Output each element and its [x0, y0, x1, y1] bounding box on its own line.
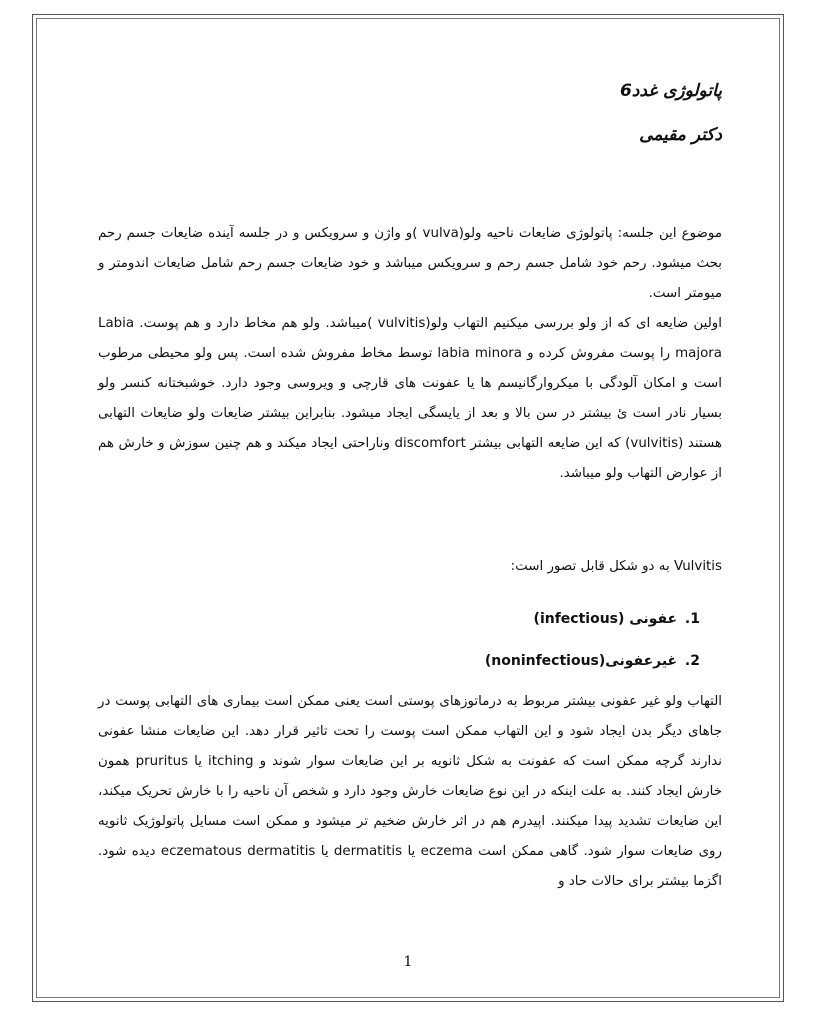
document-author: دکتر مقیمی [639, 125, 722, 145]
list-item-infectious: 1. عفونی (infectious) [533, 611, 700, 627]
document-title: پاتولوژی غدد6 [619, 81, 722, 101]
paragraph-noninfectious: التهاب ولو غیر عفونی بیشتر مربوط به درماتوزهای پوستی است یعنی ممکن است بیماری های التهابی پوست در جاهای دیگر بدن ایجاد شود و این التهاب ممکن است پوست را تحت تاثیر قرار دهد. این ضایعات منشا عفونی ندارند گرچه ممکن است که عفونت به شکل ثانویه بر این ضایعات سوار شوند و itching یا pruritus همون خارش ایجاد کنند. به علت اینکه در این نوع ضایعات خارش وجود دارد و شخص آن ناحیه را با خارش تحریک میکند، این ضایعات تشدید پیدا میکنند. اپیدرم هم در اثر خارش ضخیم تر میشود و ممکن است مسایل پاتولوژیک ثانویه روی ضایعات سوار شود. گاهی ممکن است eczema یا dermatitis یا eczematous dermatitis دیده شود. اگزما بیشتر برای حالات حاد و [98, 694, 722, 889]
list-item-noninfectious: 2. غیرعفونی(noninfectious) [484, 653, 700, 669]
intro-paragraph: موضوع این جلسه: پاتولوژی ضایعات ناحیه ولو(vulva )و واژن و سرویکس و در جلسه آینده ضایعات جسم رحم بحث میشود. رحم خود شامل جسم رحم و سرویکس میباشد و خود ضایعات جسم رحم شامل ضایعات اندومتر و میومتر است. [98, 226, 722, 301]
list-intro: Vulvitis به دو شکل قابل تصور است: [510, 559, 722, 574]
paragraph-vulvitis: اولین ضایعه ای که از ولو بررسی میکنیم التهاب ولو(vulvitis )میباشد. ولو هم مخاط دارد و هم پوست. Labia majora را پوست مفروش کرده و labia minora توسط مخاط مفروش شده است. پس ولو محیطی مرطوب است و امکان آلودگی با میکروارگانیسم ها یا عفونت های قارچی و ویروسی وجود دارد. خوشبختانه کنسر ولو بسیار نادر است ئ بیشتر در سن بالا و بعد از یایسگی ایجاد میشود. بنابراین بیشتر ضایعات ولو ضایعات التهابی هستند (vulvitis) که این ضایعه التهابی بیشتر discomfort وناراحتی ایجاد میکند و هم چنین سوزش و خارش هم از عوارض التهاب ولو میباشد. [98, 316, 722, 481]
page-number: 1 [403, 954, 413, 970]
